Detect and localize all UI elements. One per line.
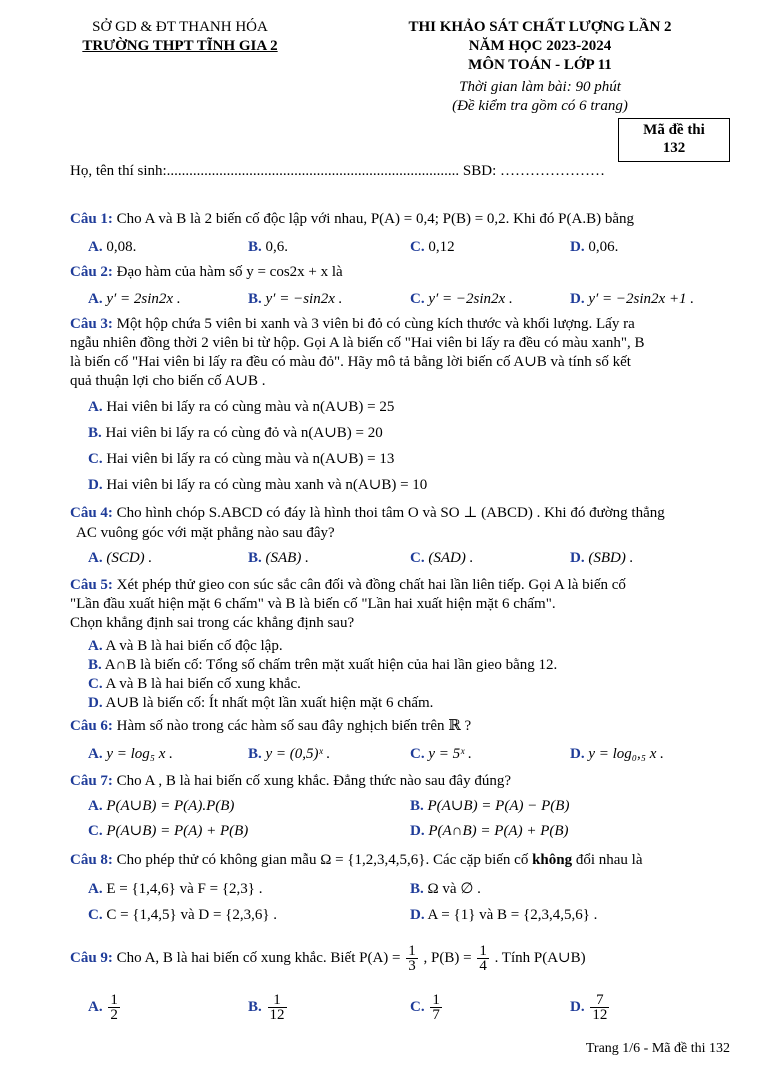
q9-fraction-2: $\frac{1}{4}$ xyxy=(479,943,487,975)
q9-fraction-1: $\frac{1}{3}$ xyxy=(408,943,416,975)
question-4-line-1: Câu 4: Cho hình chóp S.ABCD có đáy là hình thoi tâm O và SO ⊥ (ABCD) . Khi đó đường thẳng xyxy=(70,505,665,521)
q6-label: Câu 6: xyxy=(70,718,113,734)
q8-option-c[interactable]: C. C = {1,4,5} và D = {2,3,6} . xyxy=(88,907,278,923)
q4-label: Câu 4: xyxy=(70,505,113,521)
q9-option-a[interactable]: A. $\frac{1}{2}$ xyxy=(88,992,118,1024)
exam-code-value: 132 xyxy=(662,140,686,156)
q1-option-b[interactable]: B. 0,6. xyxy=(248,239,289,255)
dept-name: SỞ GD & ĐT THANH HÓA xyxy=(92,19,268,35)
q7-option-c[interactable]: C. P(A∪B) = P(A) + P(B) xyxy=(88,823,249,839)
question-6 xyxy=(70,717,471,735)
q6-text: Hàm số nào trong các hàm số sau đây nghịch biến trên ℝ ? xyxy=(116,718,472,734)
exam-year: NĂM HỌC 2023-2024 xyxy=(468,38,612,54)
q1-option-c[interactable]: C. 0,12 xyxy=(410,239,455,255)
question-3-line-4: quả thuận lợi cho biến cố A∪B . xyxy=(70,373,266,389)
header-left xyxy=(60,18,300,56)
exam-pages: (Đề kiểm tra gồm có 6 trang) xyxy=(452,98,628,114)
q8-label: Câu 8: xyxy=(70,852,113,868)
q5-option-d[interactable]: D. A∪B là biến cố: Ít nhất một lần xuất hiện mặt 6 chấm. xyxy=(88,695,434,711)
question-8: Câu 8: Cho phép thử có không gian mẫu Ω = {1,2,3,4,5,6}. Các cặp biến cố không đổi nhau là xyxy=(70,852,643,868)
q3-label: Câu 3: xyxy=(70,316,113,332)
question-5-line-3: Chọn khẳng định sai trong các khẳng định sau? xyxy=(70,615,355,631)
q4-option-d[interactable]: D. (SBD) . xyxy=(570,550,634,566)
q1-option-a[interactable]: A. 0,08. xyxy=(88,239,137,255)
q7-label: Câu 7: xyxy=(70,773,113,789)
question-3-line-1: Câu 3: Một hộp chứa 5 viên bi xanh và 3 viên bi đỏ có cùng kích thước và khối lượng. Lấy ra xyxy=(70,316,635,332)
question-5-line-1: Câu 5: Xét phép thử gieo con súc sắc cân đối và đồng chất hai lần liên tiếp. Gọi A là biến cố xyxy=(70,577,626,593)
exam-time: Thời gian làm bài: 90 phút xyxy=(459,79,621,95)
q2-text: Đạo hàm của hàm số y = cos2x + x là xyxy=(116,264,343,280)
q8-option-b[interactable]: B. Ω và ∅ . xyxy=(410,881,481,897)
q9-option-b[interactable]: B. $\frac{1}{12}$ xyxy=(248,992,285,1024)
q7-option-b[interactable]: B. P(A∪B) = P(A) − P(B) xyxy=(410,798,570,814)
question-9: Câu 9: Cho A, B là hai biến cố xung khắc. Biết P(A) = $\frac{1}{3}$ , P(B) = $\frac{1}{4}$ . Tính P(A∪B) xyxy=(70,943,586,975)
q6-option-c[interactable]: C. y = 5ˣ . xyxy=(410,746,472,762)
q6-option-d[interactable]: D. y = log₀,₅ x . xyxy=(570,746,664,762)
q6-option-a[interactable]: A. y = log₅ x . xyxy=(88,746,173,762)
school-name: TRƯỜNG THPT TĨNH GIA 2 xyxy=(82,38,278,54)
q9-option-c[interactable]: C. $\frac{1}{7}$ xyxy=(410,992,440,1024)
q3-option-d[interactable]: D. Hai viên bi lấy ra có cùng màu xanh và n(A∪B) = 10 xyxy=(88,477,428,493)
student-info-line: Họ, tên thí sinh:.............................................................................. SBD: ………………… xyxy=(70,163,606,179)
q3-option-a[interactable]: A. Hai viên bi lấy ra có cùng màu và n(A∪B) = 25 xyxy=(88,399,395,415)
q4-option-b[interactable]: B. (SAB) . xyxy=(248,550,309,566)
q9-option-d[interactable]: D. $\frac{7}{12}$ xyxy=(570,992,608,1024)
q5-label: Câu 5: xyxy=(70,577,113,593)
question-3-line-2: ngẫu nhiên đồng thời 2 viên bi từ hộp. Gọi A là biến cố "Hai viên bi lấy ra đều có màu xanh", B xyxy=(70,335,645,351)
q2-option-b[interactable]: B. y′ = −sin2x . xyxy=(248,291,343,307)
question-1 xyxy=(70,210,634,228)
exam-code-label: Mã đề thi xyxy=(643,122,705,138)
q4-option-c[interactable]: C. (SAD) . xyxy=(410,550,474,566)
q2-option-d[interactable]: D. y′ = −2sin2x +1 . xyxy=(570,291,695,307)
q3-option-b[interactable]: B. Hai viên bi lấy ra có cùng đỏ và n(A∪B) = 20 xyxy=(88,425,383,441)
exam-code-box xyxy=(618,118,730,162)
q9-label: Câu 9: xyxy=(70,950,113,966)
q3-option-c[interactable]: C. Hai viên bi lấy ra có cùng màu và n(A∪B) = 13 xyxy=(88,451,395,467)
q7-text: Cho A , B là hai biến cố xung khắc. Đẳng thức nào sau đây đúng? xyxy=(116,773,511,789)
q2-label: Câu 2: xyxy=(70,264,113,280)
q4-option-a[interactable]: A. (SCD) . xyxy=(88,550,153,566)
page-footer: Trang 1/6 - Mã đề thi 132 xyxy=(585,1041,730,1056)
question-7 xyxy=(70,772,511,790)
exam-title: THI KHẢO SÁT CHẤT LƯỢNG LẦN 2 xyxy=(408,19,672,35)
q7-option-a[interactable]: A. P(A∪B) = P(A).P(B) xyxy=(88,798,235,814)
q8-emphasis: không xyxy=(532,852,573,868)
q6-option-b[interactable]: B. y = (0,5)ˣ . xyxy=(248,746,331,762)
question-2 xyxy=(70,263,343,281)
header-right xyxy=(350,18,730,75)
q5-option-c[interactable]: C. A và B là hai biến cố xung khắc. xyxy=(88,676,301,692)
q1-label: Câu 1: xyxy=(70,211,113,227)
q1-option-d[interactable]: D. 0,06. xyxy=(570,239,619,255)
question-4-line-2: AC vuông góc với mặt phẳng nào sau đây? xyxy=(76,525,335,541)
question-3-line-3: là biến cố "Hai viên bi lấy ra đều có màu đỏ". Hãy mô tả bằng lời biến cố A∪B và tính số kết xyxy=(70,354,631,370)
q2-option-c[interactable]: C. y′ = −2sin2x . xyxy=(410,291,513,307)
q8-option-a[interactable]: A. E = {1,4,6} và F = {2,3} . xyxy=(88,881,263,897)
exam-subject: MÔN TOÁN - LỚP 11 xyxy=(468,57,612,73)
q2-option-a[interactable]: A. y′ = 2sin2x . xyxy=(88,291,181,307)
q7-option-d[interactable]: D. P(A∩B) = P(A) + P(B) xyxy=(410,823,569,839)
question-5-line-2: "Lần đầu xuất hiện mặt 6 chấm" và B là biến cố "Lần hai xuất hiện mặt 6 chấm". xyxy=(70,596,556,612)
exam-meta xyxy=(350,78,730,116)
q1-text: Cho A và B là 2 biến cố độc lập với nhau, P(A) = 0,4; P(B) = 0,2. Khi đó P(A.B) bằng xyxy=(116,211,634,227)
q5-option-a[interactable]: A. A và B là hai biến cố độc lập. xyxy=(88,638,283,654)
q8-option-d[interactable]: D. A = {1} và B = {2,3,4,5,6} . xyxy=(410,907,598,923)
q5-option-b[interactable]: B. A∩B là biến cố: Tổng số chấm trên mặt xuất hiện của hai lần gieo bằng 12. xyxy=(88,657,558,673)
